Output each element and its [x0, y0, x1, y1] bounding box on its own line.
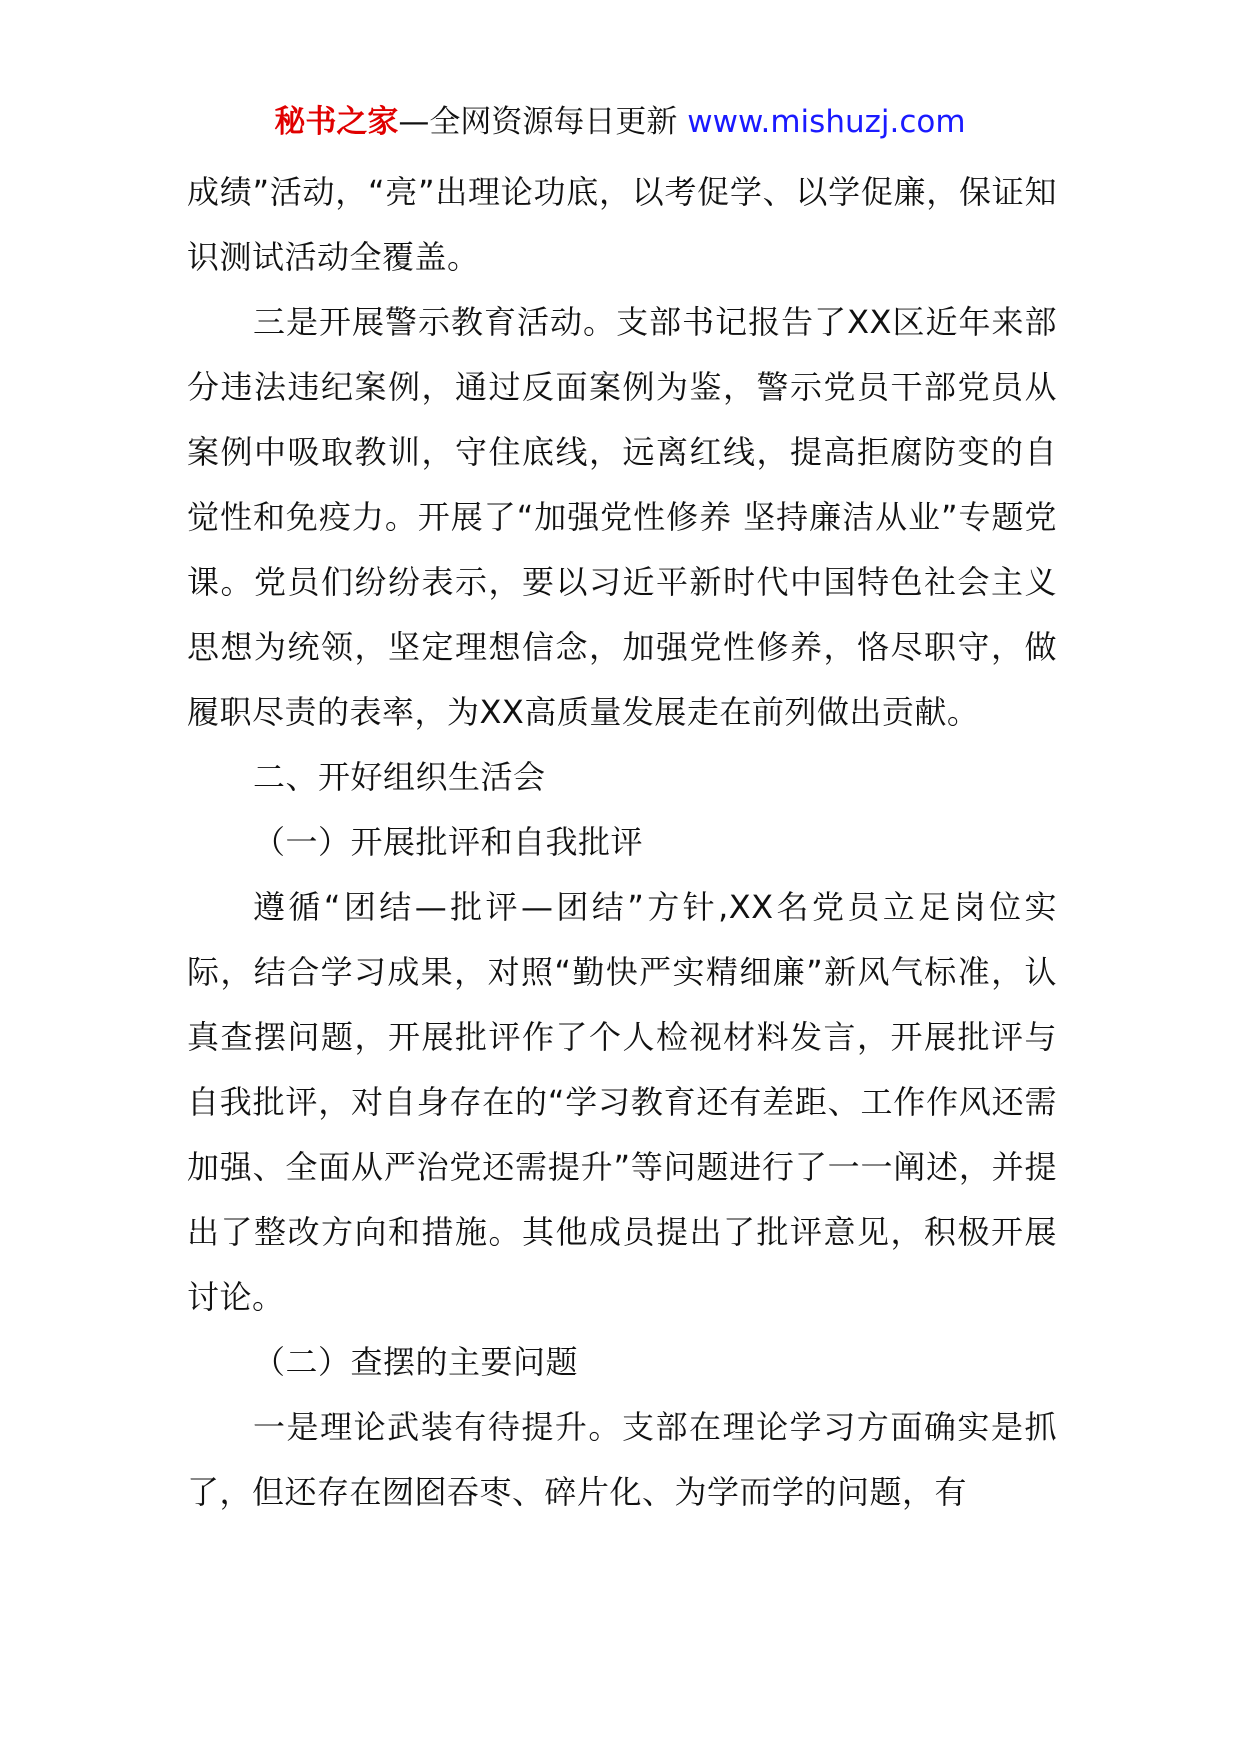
section-heading-2: 二、开好组织生活会: [253, 758, 546, 796]
subsection-heading-1: （一）开展批评和自我批评: [253, 823, 644, 861]
paragraph-theory-issue: 一是理论武装有待提升。支部在理论学习方面确实是抓了，但还存在囫囵吞枣、碎片化、为学而学的问题，有: [187, 1408, 1057, 1511]
paragraph-warning-education: 三是开展警示教育活动。支部书记报告了XX区近年来部分违法违纪案例，通过反面案例为鉴，警示党员干部党员从案例中吸取教训，守住底线，远离红线，提高拒腐防变的自觉性和免疫力。开展了“加强党性修养 坚持廉洁从业”专题党课。党员们纷纷表示，要以习近平新时代中国特色社会主义思想为统领，坚定理想信念，加强党性修养，恪尽职守，做履职尽责的表率，为XX高质量发展走在前列做出贡献。: [187, 303, 1057, 731]
paragraph-criticism: 遵循“团结—批评—团结”方针,XX名党员立足岗位实际，结合学习成果，对照“勤快严实精细廉”新风气标准，认真查摆问题，开展批评作了个人检视材料发言，开展批评与自我批评，对自身存在的“学习教育还有差距、工作作风还需加强、全面从严治党还需提升”等问题进行了一一阐述，并提出了整改方向和措施。其他成员提出了批评意见，积极开展讨论。: [187, 888, 1057, 1316]
site-url-link[interactable]: www.mishuzj.com: [687, 104, 966, 140]
site-watermark-header: [0, 100, 1240, 144]
document-body: [187, 160, 1057, 1525]
subsection-heading-2: （二）查摆的主要问题: [253, 1343, 579, 1381]
brand-name: 秘书之家: [274, 104, 399, 140]
header-tagline: —全网资源每日更新: [398, 104, 688, 140]
paragraph-continuation: 成绩”活动，“亮”出理论功底，以考促学、以学促廉，保证知识测试活动全覆盖。: [187, 173, 1057, 276]
